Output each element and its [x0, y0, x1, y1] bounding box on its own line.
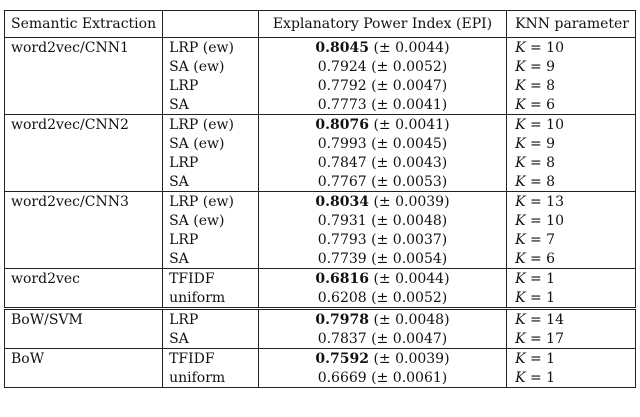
results-table-container	[4, 10, 636, 388]
epi-error: (± 0.0043)	[366, 154, 448, 171]
cell-epi	[258, 230, 506, 249]
knn-symbol: K	[515, 250, 526, 267]
epi-value: 0.6816	[315, 270, 369, 287]
epi-error: (± 0.0045)	[366, 135, 448, 152]
cell-semantic-extraction	[5, 153, 163, 172]
header-row	[5, 11, 636, 38]
cell-epi	[258, 368, 506, 388]
cell-semantic-extraction	[5, 211, 163, 230]
cell-knn	[507, 76, 636, 95]
epi-error: (± 0.0039)	[369, 350, 450, 367]
epi-value: 0.7773	[317, 96, 367, 113]
cell-method: LRP (ew)	[163, 38, 259, 58]
cell-epi	[258, 288, 506, 309]
cell-knn	[507, 153, 636, 172]
table-header	[5, 11, 636, 38]
knn-value: = 13	[525, 193, 564, 210]
knn-symbol: K	[515, 154, 526, 171]
epi-value: 0.8034	[315, 193, 369, 210]
cell-knn	[507, 95, 636, 115]
table-body	[5, 38, 636, 388]
knn-symbol: K	[515, 270, 526, 287]
cell-knn	[507, 134, 636, 153]
knn-symbol: K	[515, 116, 526, 133]
cell-epi	[258, 38, 506, 58]
epi-error: (± 0.0048)	[369, 311, 450, 328]
epi-value: 0.8045	[315, 39, 369, 56]
header-method	[163, 11, 259, 38]
epi-value: 0.7592	[315, 350, 369, 367]
epi-value: 0.7931	[317, 212, 367, 229]
table-row	[5, 249, 636, 269]
knn-symbol: K	[515, 58, 526, 75]
epi-results-table	[4, 10, 636, 388]
cell-semantic-extraction: word2vec/CNN3	[5, 192, 163, 212]
cell-semantic-extraction: word2vec	[5, 269, 163, 289]
cell-method: LRP	[163, 309, 259, 330]
knn-value: = 6	[525, 96, 556, 113]
cell-knn	[507, 57, 636, 76]
cell-method: SA	[163, 172, 259, 192]
epi-error: (± 0.0041)	[369, 116, 450, 133]
table-row	[5, 349, 636, 369]
epi-error: (± 0.0041)	[366, 96, 448, 113]
epi-error: (± 0.0053)	[366, 173, 448, 190]
header-knn-parameter: KNN parameter	[507, 11, 636, 38]
table-row	[5, 172, 636, 192]
epi-value: 0.7793	[317, 231, 367, 248]
cell-epi	[258, 211, 506, 230]
knn-symbol: K	[515, 350, 526, 367]
cell-semantic-extraction	[5, 134, 163, 153]
header-semantic-extraction: Semantic Extraction	[5, 11, 163, 38]
table-row	[5, 192, 636, 212]
cell-knn	[507, 368, 636, 388]
knn-symbol: K	[515, 135, 526, 152]
cell-method: LRP (ew)	[163, 115, 259, 135]
epi-value: 0.7837	[317, 330, 367, 347]
table-row	[5, 288, 636, 309]
cell-method: LRP	[163, 230, 259, 249]
cell-semantic-extraction	[5, 329, 163, 349]
table-row	[5, 76, 636, 95]
cell-method: SA (ew)	[163, 211, 259, 230]
table-row	[5, 153, 636, 172]
cell-epi	[258, 76, 506, 95]
epi-error: (± 0.0054)	[366, 250, 448, 267]
knn-symbol: K	[515, 212, 526, 229]
cell-method: uniform	[163, 368, 259, 388]
cell-epi	[258, 329, 506, 349]
table-row	[5, 38, 636, 58]
knn-symbol: K	[515, 369, 526, 386]
cell-knn	[507, 38, 636, 58]
cell-epi	[258, 192, 506, 212]
table-row	[5, 230, 636, 249]
knn-symbol: K	[515, 39, 526, 56]
cell-knn	[507, 288, 636, 309]
cell-semantic-extraction	[5, 95, 163, 115]
cell-semantic-extraction	[5, 288, 163, 309]
knn-value: = 1	[525, 369, 556, 386]
knn-value: = 7	[525, 231, 556, 248]
header-epi: Explanatory Power Index (EPI)	[258, 11, 506, 38]
cell-knn	[507, 269, 636, 289]
cell-epi	[258, 95, 506, 115]
knn-value: = 1	[525, 270, 556, 287]
knn-value: = 9	[525, 135, 556, 152]
knn-symbol: K	[515, 173, 526, 190]
table-row	[5, 329, 636, 349]
knn-symbol: K	[515, 289, 526, 306]
cell-method: SA	[163, 95, 259, 115]
cell-semantic-extraction	[5, 249, 163, 269]
cell-method: SA (ew)	[163, 57, 259, 76]
knn-symbol: K	[515, 96, 526, 113]
cell-knn	[507, 349, 636, 369]
knn-symbol: K	[515, 77, 526, 94]
cell-knn	[507, 249, 636, 269]
cell-method: SA (ew)	[163, 134, 259, 153]
cell-semantic-extraction: word2vec/CNN1	[5, 38, 163, 58]
knn-value: = 17	[525, 330, 564, 347]
cell-method: SA	[163, 329, 259, 349]
cell-knn	[507, 211, 636, 230]
epi-error: (± 0.0039)	[369, 193, 450, 210]
cell-method: LRP	[163, 153, 259, 172]
cell-semantic-extraction: BoW	[5, 349, 163, 369]
cell-epi	[258, 153, 506, 172]
cell-method: uniform	[163, 288, 259, 309]
cell-knn	[507, 230, 636, 249]
epi-error: (± 0.0044)	[369, 270, 450, 287]
table-row	[5, 95, 636, 115]
table-row	[5, 368, 636, 388]
epi-value: 0.6208	[317, 289, 367, 306]
knn-value: = 1	[525, 350, 556, 367]
knn-value: = 10	[525, 39, 564, 56]
table-row	[5, 134, 636, 153]
table-row	[5, 309, 636, 330]
knn-value: = 10	[525, 116, 564, 133]
epi-error: (± 0.0047)	[366, 77, 448, 94]
knn-symbol: K	[515, 311, 526, 328]
epi-error: (± 0.0052)	[366, 58, 448, 75]
epi-value: 0.7847	[317, 154, 367, 171]
table-row	[5, 269, 636, 289]
epi-error: (± 0.0052)	[366, 289, 448, 306]
epi-value: 0.7924	[317, 58, 367, 75]
cell-epi	[258, 269, 506, 289]
cell-semantic-extraction	[5, 76, 163, 95]
knn-value: = 8	[525, 154, 556, 171]
cell-method: SA	[163, 249, 259, 269]
cell-method: LRP (ew)	[163, 192, 259, 212]
knn-value: = 10	[525, 212, 564, 229]
cell-semantic-extraction	[5, 230, 163, 249]
cell-epi	[258, 57, 506, 76]
epi-value: 0.8076	[315, 116, 369, 133]
knn-symbol: K	[515, 231, 526, 248]
epi-error: (± 0.0037)	[366, 231, 448, 248]
epi-value: 0.7792	[317, 77, 367, 94]
epi-error: (± 0.0048)	[366, 212, 448, 229]
cell-epi	[258, 249, 506, 269]
cell-semantic-extraction: word2vec/CNN2	[5, 115, 163, 135]
epi-value: 0.7993	[317, 135, 367, 152]
cell-semantic-extraction	[5, 172, 163, 192]
cell-epi	[258, 172, 506, 192]
cell-knn	[507, 329, 636, 349]
cell-knn	[507, 309, 636, 330]
cell-knn	[507, 115, 636, 135]
knn-value: = 1	[525, 289, 556, 306]
cell-knn	[507, 172, 636, 192]
knn-value: = 9	[525, 58, 556, 75]
cell-method: LRP	[163, 76, 259, 95]
cell-epi	[258, 115, 506, 135]
cell-epi	[258, 309, 506, 330]
knn-value: = 8	[525, 173, 556, 190]
cell-method: TFIDF	[163, 269, 259, 289]
cell-epi	[258, 134, 506, 153]
table-row	[5, 115, 636, 135]
epi-error: (± 0.0044)	[369, 39, 450, 56]
cell-semantic-extraction	[5, 57, 163, 76]
table-row	[5, 211, 636, 230]
cell-method: TFIDF	[163, 349, 259, 369]
epi-error: (± 0.0047)	[366, 330, 448, 347]
epi-value: 0.6669	[317, 369, 367, 386]
epi-error: (± 0.0061)	[366, 369, 448, 386]
epi-value: 0.7767	[317, 173, 367, 190]
table-row	[5, 57, 636, 76]
knn-symbol: K	[515, 193, 526, 210]
epi-value: 0.7978	[315, 311, 369, 328]
cell-semantic-extraction	[5, 368, 163, 388]
knn-value: = 8	[525, 77, 556, 94]
cell-knn	[507, 192, 636, 212]
knn-value: = 14	[525, 311, 564, 328]
knn-value: = 6	[525, 250, 556, 267]
knn-symbol: K	[515, 330, 526, 347]
cell-semantic-extraction: BoW/SVM	[5, 309, 163, 330]
cell-epi	[258, 349, 506, 369]
epi-value: 0.7739	[317, 250, 367, 267]
